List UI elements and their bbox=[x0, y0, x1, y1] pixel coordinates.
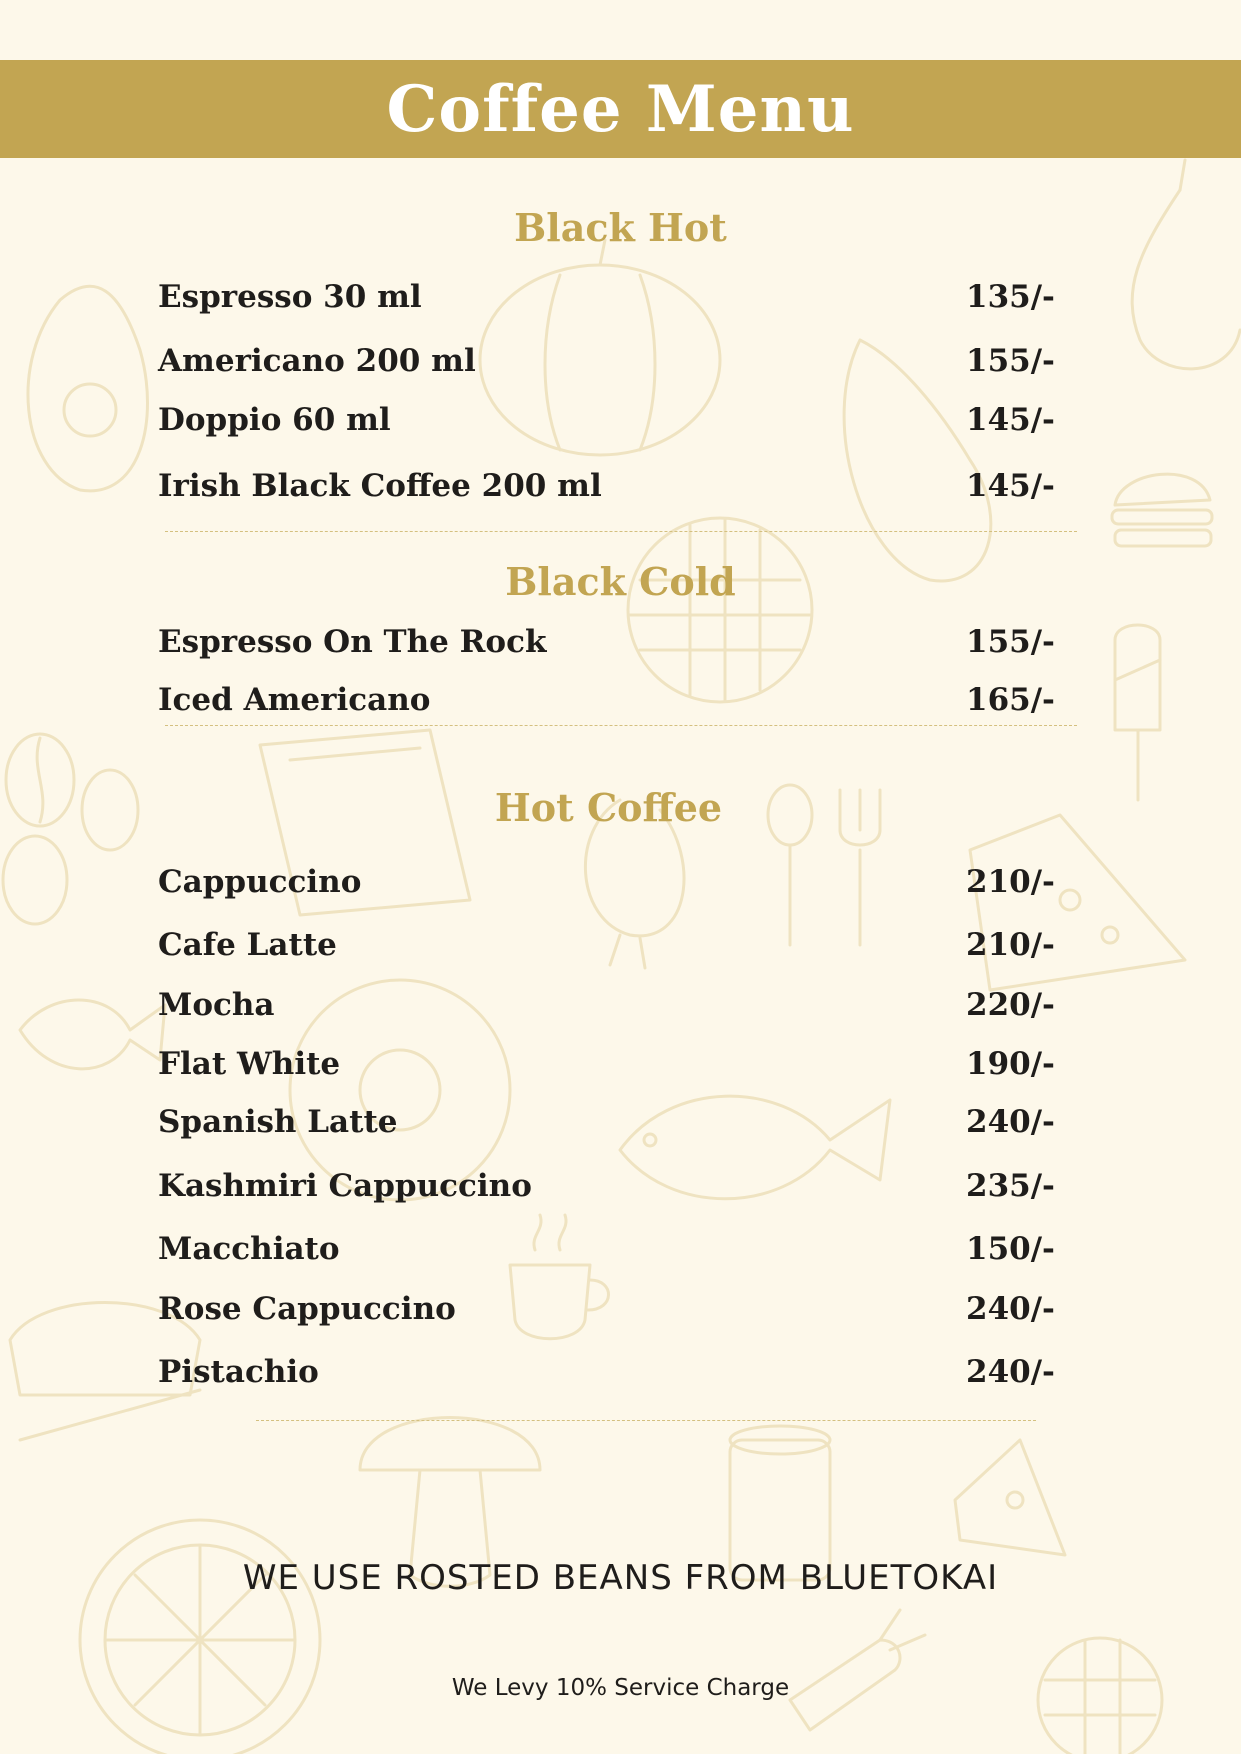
item-price: 210/- bbox=[966, 864, 1055, 900]
menu-item bbox=[158, 1229, 1058, 1269]
pear-icon bbox=[1132, 160, 1240, 369]
popsicle-icon bbox=[1115, 625, 1160, 800]
menu-item bbox=[158, 1044, 1058, 1084]
item-name: Irish Black Coffee 200 ml bbox=[158, 468, 602, 504]
menu-item bbox=[158, 466, 1058, 506]
menu-item bbox=[158, 622, 1058, 662]
section-divider bbox=[256, 1420, 1036, 1421]
item-price: 165/- bbox=[966, 682, 1055, 718]
title-banner bbox=[0, 60, 1241, 158]
menu-item bbox=[158, 400, 1058, 440]
item-name: Espresso On The Rock bbox=[158, 624, 547, 660]
item-name: Americano 200 ml bbox=[158, 343, 476, 379]
item-price: 190/- bbox=[966, 1046, 1055, 1082]
item-name: Rose Cappuccino bbox=[158, 1291, 456, 1327]
service-charge-note: We Levy 10% Service Charge bbox=[451, 1675, 790, 1701]
item-name: Kashmiri Cappuccino bbox=[158, 1168, 532, 1204]
item-name: Flat White bbox=[158, 1046, 341, 1082]
item-price: 150/- bbox=[966, 1231, 1055, 1267]
item-price: 220/- bbox=[966, 987, 1055, 1023]
item-price: 240/- bbox=[966, 1104, 1055, 1140]
item-price: 240/- bbox=[966, 1354, 1055, 1390]
item-name: Spanish Latte bbox=[158, 1104, 398, 1140]
menu-title: Coffee Menu bbox=[386, 71, 855, 147]
menu-item bbox=[158, 862, 1058, 902]
section-title-black-cold: Black Cold bbox=[505, 559, 736, 604]
item-price: 145/- bbox=[966, 468, 1055, 504]
item-price: 210/- bbox=[966, 927, 1055, 963]
item-name: Cafe Latte bbox=[158, 927, 337, 963]
menu-item bbox=[158, 1289, 1058, 1329]
menu-item bbox=[158, 1102, 1058, 1142]
section-divider bbox=[165, 725, 1077, 726]
item-price: 235/- bbox=[966, 1168, 1055, 1204]
waffle-icon bbox=[628, 518, 812, 702]
menu-item bbox=[158, 341, 1058, 381]
menu-item bbox=[158, 985, 1058, 1025]
item-name: Macchiato bbox=[158, 1231, 340, 1267]
avocado-icon bbox=[28, 286, 148, 491]
item-name: Pistachio bbox=[158, 1354, 319, 1390]
section-title-hot-coffee: Hot Coffee bbox=[494, 785, 723, 830]
item-price: 135/- bbox=[966, 279, 1055, 315]
roaster-notice: WE USE ROSTED BEANS FROM BLUETOKAI bbox=[242, 1558, 999, 1598]
menu-item bbox=[158, 925, 1058, 965]
item-name: Cappuccino bbox=[158, 864, 362, 900]
menu-item bbox=[158, 277, 1058, 317]
item-price: 155/- bbox=[966, 343, 1055, 379]
section-title-black-hot: Black Hot bbox=[514, 205, 727, 250]
item-name: Mocha bbox=[158, 987, 275, 1023]
menu-item bbox=[158, 1352, 1058, 1392]
burger-icon bbox=[1112, 474, 1212, 546]
item-name: Iced Americano bbox=[158, 682, 431, 718]
item-price: 240/- bbox=[966, 1291, 1055, 1327]
item-price: 145/- bbox=[966, 402, 1055, 438]
menu-item bbox=[158, 680, 1058, 720]
section-divider bbox=[165, 531, 1077, 532]
carrot-icon bbox=[790, 1610, 925, 1730]
item-price: 155/- bbox=[966, 624, 1055, 660]
menu-item bbox=[158, 1166, 1058, 1206]
item-name: Doppio 60 ml bbox=[158, 402, 391, 438]
item-name: Espresso 30 ml bbox=[158, 279, 422, 315]
cheese-icon bbox=[955, 1440, 1065, 1555]
